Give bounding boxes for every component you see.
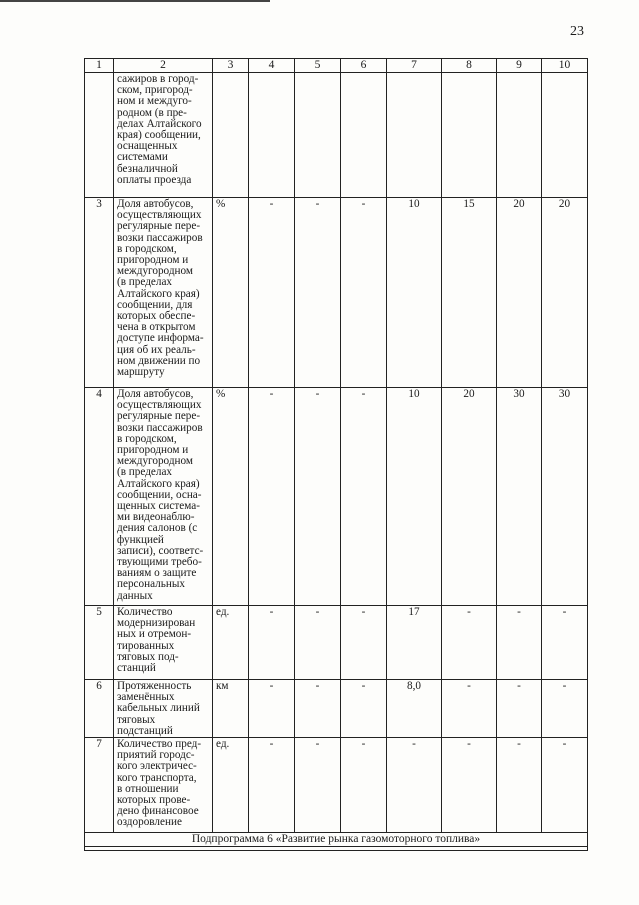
table-row — [85, 680, 588, 738]
table-body — [85, 59, 588, 851]
indicator-name-cell: Доля автобусов, осуществляющих регулярные пере- возки пассажиров в городском, пригородном и междугородном (в пределах Алтайского края) сообщении, осна- щенных система- ми видеонаблю- дения салонов (с функцией записи), соответс- твующими требо- ваниям о защите персональных данных — [114, 388, 213, 606]
indicator-name-cell: Количество пред- приятий городс- кого электричес- кого транспорта, в отношении которых прове- дено финансовое оздоровление — [114, 738, 213, 833]
value-cell: - — [542, 738, 588, 833]
value-cell: - — [442, 680, 497, 738]
table-bottom-border — [85, 847, 588, 851]
table-row — [85, 198, 588, 388]
column-header: 2 — [114, 59, 213, 73]
value-cell: - — [249, 198, 295, 388]
value-cell: 20 — [442, 388, 497, 606]
unit-cell: км — [213, 680, 249, 738]
value-cell: 20 — [497, 198, 542, 388]
unit-cell: % — [213, 388, 249, 606]
value-cell: - — [249, 738, 295, 833]
value-cell: 8,0 — [387, 680, 442, 738]
value-cell: - — [442, 606, 497, 680]
table-row — [85, 606, 588, 680]
subprogram-title: Подпрограмма 6 «Развитие рынка газомоторного топлива» — [85, 833, 588, 847]
unit-cell: ед. — [213, 738, 249, 833]
value-cell: 30 — [542, 388, 588, 606]
column-number-header-row — [85, 59, 588, 73]
value-cell — [387, 73, 442, 198]
table-bottom-border-row — [85, 847, 588, 851]
value-cell — [295, 73, 341, 198]
value-cell — [442, 73, 497, 198]
indicator-name-cell: Количество модернизирован ных и отремон- тированных тяговых под- станций — [114, 606, 213, 680]
value-cell — [542, 73, 588, 198]
value-cell: - — [295, 606, 341, 680]
indicator-name-cell: Доля автобусов, осуществляющих регулярные пере- возки пассажиров в городском, пригородном и междугородном (в пределах Алтайского края) сообщении, для которых обеспе- чена в открытом доступе информа- ция об их реаль- ном движении по маршруту — [114, 198, 213, 388]
value-cell: - — [249, 606, 295, 680]
value-cell: - — [542, 606, 588, 680]
column-header: 9 — [497, 59, 542, 73]
value-cell: 10 — [387, 198, 442, 388]
value-cell: - — [341, 198, 387, 388]
row-number-cell: 4 — [85, 388, 114, 606]
value-cell: - — [249, 680, 295, 738]
page-number: 23 — [570, 24, 584, 39]
value-cell: 15 — [442, 198, 497, 388]
value-cell: - — [341, 680, 387, 738]
value-cell: - — [295, 388, 341, 606]
column-header: 1 — [85, 59, 114, 73]
value-cell — [497, 73, 542, 198]
value-cell: - — [341, 738, 387, 833]
value-cell: 20 — [542, 198, 588, 388]
column-header: 4 — [249, 59, 295, 73]
top-edge-line — [0, 0, 270, 2]
value-cell: 30 — [497, 388, 542, 606]
value-cell: - — [497, 606, 542, 680]
column-header: 7 — [387, 59, 442, 73]
column-header: 6 — [341, 59, 387, 73]
value-cell: - — [341, 388, 387, 606]
unit-cell — [213, 73, 249, 198]
column-header: 5 — [295, 59, 341, 73]
row-number-cell: 3 — [85, 198, 114, 388]
table-row — [85, 738, 588, 833]
value-cell: - — [497, 680, 542, 738]
value-cell: - — [295, 198, 341, 388]
row-number-cell — [85, 73, 114, 198]
indicator-table — [84, 58, 588, 851]
row-number-cell: 6 — [85, 680, 114, 738]
subprogram-header-row — [85, 833, 588, 847]
indicator-name-cell: Протяженность заменённых кабельных линий тяговых подстанций — [114, 680, 213, 738]
value-cell: - — [542, 680, 588, 738]
value-cell: - — [387, 738, 442, 833]
indicator-name-cell: сажиров в город- ском, пригород- ном и междуго- родном (в пре- делах Алтайского края) сообщении, оснащенных системами безналичной оплаты проезда — [114, 73, 213, 198]
value-cell: - — [442, 738, 497, 833]
unit-cell: % — [213, 198, 249, 388]
value-cell: - — [295, 680, 341, 738]
value-cell: - — [295, 738, 341, 833]
column-header: 8 — [442, 59, 497, 73]
value-cell — [341, 73, 387, 198]
value-cell: 17 — [387, 606, 442, 680]
unit-cell: ед. — [213, 606, 249, 680]
row-number-cell: 7 — [85, 738, 114, 833]
column-header: 3 — [213, 59, 249, 73]
value-cell — [249, 73, 295, 198]
row-number-cell: 5 — [85, 606, 114, 680]
value-cell: - — [341, 606, 387, 680]
value-cell: - — [497, 738, 542, 833]
value-cell: 10 — [387, 388, 442, 606]
table-row — [85, 388, 588, 606]
table-row — [85, 73, 588, 198]
value-cell: - — [249, 388, 295, 606]
column-header: 10 — [542, 59, 588, 73]
